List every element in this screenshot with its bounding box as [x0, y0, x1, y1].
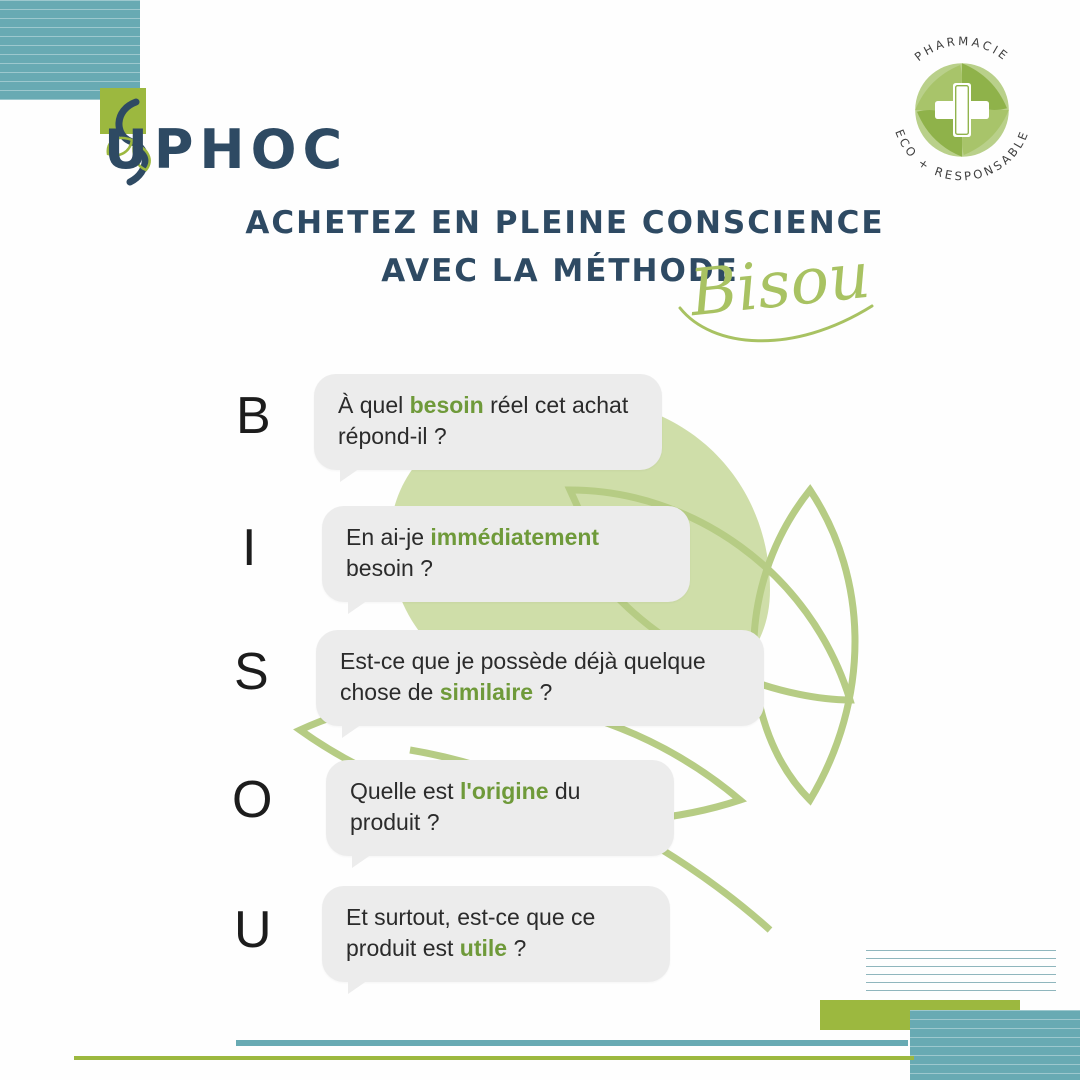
- row-letter-b: B: [236, 387, 271, 445]
- bisou-row: [0, 604, 1080, 722]
- headline: [0, 205, 1080, 289]
- bubble-s-highlight: similaire: [439, 679, 534, 706]
- row-letter-o: O: [232, 771, 273, 829]
- svg-text:PHARMACIE: PHARMACIE: [911, 34, 1013, 65]
- bisou-row: [0, 840, 1080, 962]
- bubble-u-highlight: utile: [459, 935, 508, 962]
- bubble-u: [322, 886, 670, 982]
- bubble-i-highlight: immédiatement: [430, 524, 600, 550]
- bisou-row: [0, 722, 1080, 840]
- bubble-u-text-after: ?: [507, 935, 527, 962]
- bubble-b-highlight: besoin: [409, 392, 484, 418]
- row-letter-i: I: [242, 519, 257, 577]
- bubble-s-text-after: ?: [533, 679, 553, 706]
- headline-script-word: Bisou: [686, 238, 874, 332]
- bubble-s-text-before: Est-ce que je possède déjà quelque chose de: [340, 648, 706, 706]
- bubble-s: [316, 630, 764, 726]
- bubble-o-highlight: l'origine: [459, 778, 549, 804]
- script-underline-flourish: [672, 300, 882, 360]
- brand-name: UPHOC: [104, 118, 349, 181]
- bubble-o-text-before: Quelle est: [350, 778, 460, 804]
- bubble-b-text-before: À quel: [338, 392, 410, 418]
- row-letter-s: S: [234, 643, 269, 701]
- bubble-u-text-before: Et surtout, est-ce que ce produit est: [346, 904, 596, 962]
- bubble-b: [314, 374, 662, 470]
- bottom-olive-rule: [74, 1056, 914, 1060]
- bottom-right-lines: [866, 950, 1056, 998]
- bubble-b-text-after: réel cet achat répond-il ?: [338, 392, 629, 450]
- pharmacy-eco-badge: [872, 20, 1052, 200]
- bottom-teal-rule: [236, 1040, 908, 1046]
- bottom-right-teal-lines: [910, 1010, 1080, 1080]
- corner-teal-lines: [0, 0, 140, 100]
- headline-line-1: ACHETEZ EN PLEINE CONSCIENCE: [245, 205, 885, 241]
- bisou-row: [0, 486, 1080, 604]
- bubble-i-text-after: besoin ?: [346, 555, 433, 582]
- bisou-row: [0, 368, 1080, 486]
- svg-text:ECO + RESPONSABLE: ECO + RESPONSABLE: [892, 127, 1032, 184]
- bubble-i-text-before: En ai-je: [346, 524, 431, 550]
- headline-line-2: AVEC LA MÉTHODE: [381, 253, 739, 289]
- bisou-rows: [0, 368, 1080, 962]
- bubble-i: [322, 506, 690, 602]
- row-letter-u: U: [234, 901, 272, 959]
- bubble-o-text-after: du produit ?: [350, 778, 581, 836]
